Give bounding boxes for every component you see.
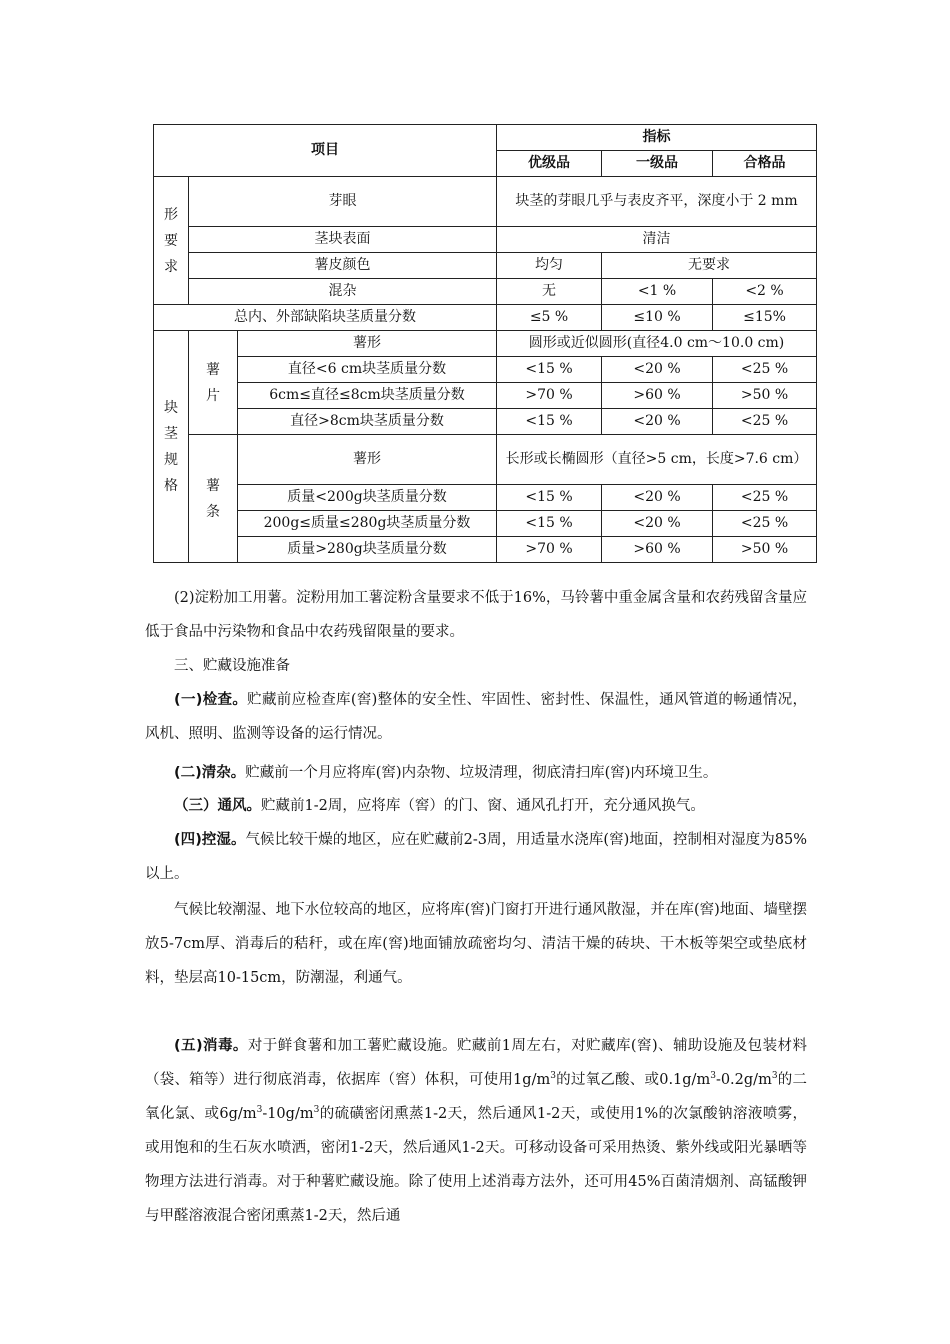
row-value: <20 % <box>602 485 713 511</box>
row-value: <25 % <box>713 409 817 435</box>
row-value: <20 % <box>602 409 713 435</box>
row-value: 无要求 <box>602 253 817 279</box>
row-label: 薯形 <box>238 331 497 357</box>
row-label: 薯皮颜色 <box>189 253 497 279</box>
row-value: <25 % <box>713 485 817 511</box>
disinfection-text-b: 的过氧乙酸、或0.1g/m <box>555 1072 711 1088</box>
row-label: 6cm≤直径≤8cm块茎质量分数 <box>238 383 497 409</box>
row-value: <2 % <box>713 279 817 305</box>
subsection-body: 气候比较干燥的地区，应在贮藏前2-3周，用适量水浇库(窖)地面，控制相对湿度为85%以上。 <box>145 832 807 882</box>
row-value: >60 % <box>602 383 713 409</box>
row-value: <20 % <box>602 357 713 383</box>
row-value: >60 % <box>602 537 713 563</box>
row-value: <15 % <box>497 485 602 511</box>
group-tuber-specs: 块 茎 规 格 <box>154 331 189 563</box>
row-value: <15 % <box>497 511 602 537</box>
row-value: <25 % <box>713 357 817 383</box>
row-merged-value: 长形或长椭圆形（直径>5 cm，长度>7.6 cm） <box>497 435 817 485</box>
row-label: 总内、外部缺陷块茎质量分数 <box>154 305 497 331</box>
disinfection-text-d: 的二氧化氯、或6g/m <box>145 1072 808 1122</box>
row-label: 质量<200g块茎质量分数 <box>238 485 497 511</box>
row-value: >70 % <box>497 383 602 409</box>
paragraph-humidity <box>145 823 807 891</box>
group-shape-requirements: 形 要 求 <box>154 177 189 305</box>
subsection-body: 贮藏前1-2周，应将库（窖）的门、窗、通风孔打开，充分通风换气。 <box>261 798 705 814</box>
paragraph-starch-potato: (2)淀粉加工用薯。淀粉用加工薯淀粉含量要求不低于16%，马铃薯中重金属含量和农药残留含量应低于食品中污染物和食品中农药残留限量的要求。 <box>145 590 807 640</box>
subsection-title: (二)清杂。 <box>174 765 246 781</box>
row-label: 200g≤质量≤280g块茎质量分数 <box>238 511 497 537</box>
row-value: <25 % <box>713 511 817 537</box>
row-label: 直径>8cm块茎质量分数 <box>238 409 497 435</box>
quality-spec-table <box>153 124 817 563</box>
superscript: 3 <box>550 1071 556 1082</box>
superscript: 3 <box>256 1105 263 1116</box>
row-label: 茎块表面 <box>189 227 497 253</box>
disinfection-text-e: -10g/m <box>262 1106 314 1122</box>
row-value: >70 % <box>497 537 602 563</box>
group-fries: 薯 条 <box>189 435 238 563</box>
row-label: 混杂 <box>189 279 497 305</box>
row-value: <1 % <box>602 279 713 305</box>
subsection-body: 贮藏前一个月应将库(窖)内杂物、垃圾清理，彻底清扫库(窖)内环境卫生。 <box>245 765 718 781</box>
superscript: 3 <box>710 1071 716 1082</box>
row-value: <20 % <box>602 511 713 537</box>
superscript: 3 <box>771 1071 778 1082</box>
paragraph-ventilation <box>145 789 807 823</box>
row-merged-value: 圆形或近似圆形(直径4.0 cm～10.0 cm) <box>497 331 817 357</box>
disinfection-text-c: -0.2g/m <box>715 1072 772 1088</box>
paragraph-humid-regions: 气候比较潮湿、地下水位较高的地区，应将库(窖)门窗打开进行通风散湿，并在库(窖)地面、墙壁摆放5-7cm厚、消毒后的秸秆，或在库(窖)地面铺放疏密均匀、清洁干燥的砖块、干木板等架空或垫底材料，垫层高10-15cm，防潮湿，利通气。 <box>145 902 807 986</box>
subsection-title: （三）通风。 <box>174 798 261 814</box>
disinfection-text-f: 的硫磺密闭熏蒸1-2天，然后通风1-2天，或使用1%的次氯酸钠溶液喷雾，或用饱和的生石灰水喷洒，密闭1-2天，然后通风1-2天。可移动设备可采用热烫、紫外线或阳光暴晒等物理方法进行消毒。对于种薯贮藏设施。除了使用上述消毒方法外，还可用45%百菌清烟剂、高锰酸钾与甲醛溶液混合密闭熏蒸1-2天，然后通 <box>145 1106 807 1224</box>
row-merged-value: 块茎的芽眼几乎与表皮齐平，深度小于 2 mm <box>497 177 817 227</box>
subsection-title: (五)消毒。 <box>174 1038 248 1054</box>
row-label: 质量>280g块茎质量分数 <box>238 537 497 563</box>
paragraph-inspection <box>145 683 807 751</box>
superscript: 3 <box>313 1105 320 1116</box>
row-merged-value: 清洁 <box>497 227 817 253</box>
header-grade-premium: 优级品 <box>497 151 602 177</box>
row-value: >50 % <box>713 537 817 563</box>
section-heading: 三、贮藏设施准备 <box>174 658 290 674</box>
paragraph-disinfection <box>145 1029 807 1233</box>
header-grade-qualified: 合格品 <box>713 151 817 177</box>
subsection-body: 贮藏前应检查库(窖)整体的安全性、牢固性、密封性、保温性，通风管道的畅通情况，风机、照明、监测等设备的运行情况。 <box>145 692 807 742</box>
row-value: ≤10 % <box>602 305 713 331</box>
row-label: 芽眼 <box>189 177 497 227</box>
row-value: 无 <box>497 279 602 305</box>
subsection-title: (四)控湿。 <box>174 832 246 848</box>
row-label: 薯形 <box>238 435 497 485</box>
header-item: 项目 <box>154 125 497 177</box>
subsection-title: (一)检查。 <box>174 692 248 708</box>
row-value: 均匀 <box>497 253 602 279</box>
header-index: 指标 <box>497 125 817 151</box>
row-value: <15 % <box>497 409 602 435</box>
row-value: ≤15% <box>713 305 817 331</box>
row-value: <15 % <box>497 357 602 383</box>
row-value: >50 % <box>713 383 817 409</box>
row-label: 直径<6 cm块茎质量分数 <box>238 357 497 383</box>
paragraph-clearing <box>145 756 807 790</box>
group-chips: 薯 片 <box>189 331 238 435</box>
row-value: ≤5 % <box>497 305 602 331</box>
disinfection-text-a: 对于鲜食薯和加工薯贮藏设施。贮藏前1周左右，对贮藏库(窖)、辅助设施及包装材料（袋、箱等）进行彻底消毒，依据库（窖）体积，可使用1g/m <box>145 1038 807 1088</box>
header-grade-first: 一级品 <box>602 151 713 177</box>
